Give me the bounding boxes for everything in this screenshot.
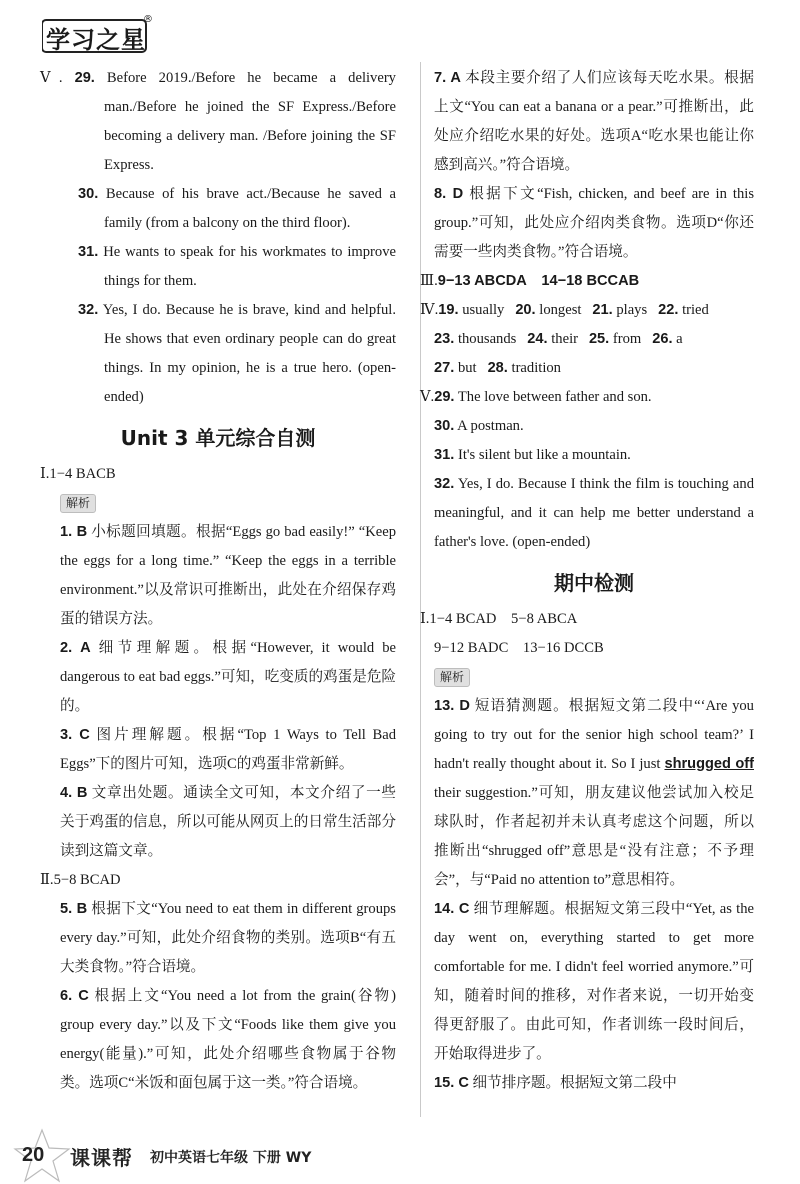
explain-15: 15. C 细节排序题。根据短文第二段中 bbox=[434, 1075, 677, 1091]
right-column bbox=[420, 64, 755, 1098]
section-iv-line2: 23. thousands 24. their 25. from 26. a bbox=[434, 331, 683, 347]
explain-13: 13. D 短语猜测题。根据短文第二段中“‘Are you going to try out for the senior high school team?’ I hadn't really thought about it. So I just shrugged off their suggestion.”可知，朋友建议他尝试加入校足球队时，作者起初并未认真考虑这个问题，所以推断出“shrugged off”意思是“没有注意；不予理会”，与“Paid no attention to”意思相符。 bbox=[434, 698, 754, 888]
explain-4: 4. B 文章出处题。通读全文可知，本文介绍了一些关于鸡蛋的信息，所以可能从网页上的日常生活部分读到这篇文章。 bbox=[60, 785, 396, 859]
answer-r29: Ⅴ.29. The love between father and son. bbox=[420, 389, 652, 405]
logo-text: 学习之星 bbox=[46, 26, 146, 54]
left-column bbox=[40, 64, 396, 1098]
answer-r32: 32. Yes, I do. Because I think the film is touching and meaningful, and it can help me better understand a father's love. (open-ended) bbox=[434, 476, 754, 550]
explain-5: 5. B 根据下文“You need to eat them in different groups every day.”可知，此处介绍食物的类别。选项B“有五大类食物。”符合语境。 bbox=[60, 901, 396, 975]
midterm-answers-1: Ⅰ.1−4 BCAD 5−8 ABCA bbox=[420, 611, 578, 627]
answer-29: Ⅴ. 29. Before 2019./Before he became a delivery man./Before he joined the SF Express./Before becoming a delivery man. /Before joining the SF Express. bbox=[40, 70, 396, 173]
answer-32: 32. Yes, I do. Because he is brave, kind and helpful. He shows that even ordinary people can do great things. In my opinion, he is a true hero. (open-ended) bbox=[78, 302, 396, 405]
analysis-tag-2: 解析 bbox=[434, 668, 470, 687]
answer-r31: 31. It's silent but like a mountain. bbox=[434, 447, 631, 463]
analysis-tag: 解析 bbox=[60, 494, 96, 513]
section-iv-line3: 27. but 28. tradition bbox=[434, 360, 561, 376]
book-title: 初中英语七年级 下册 WY bbox=[150, 1150, 312, 1166]
explain-14: 14. C 细节理解题。根据短文第三段中“Yet, as the day went on, everything started to get more comfortable for me. I didn't feel worried anymore.”可知，随着时间的推移，对作者来说，一切开始变得更舒服了。由此可知，作者训练一段时间后，开始取得进步了。 bbox=[434, 901, 754, 1062]
midterm-title: 期中检测 bbox=[554, 571, 634, 595]
answer-30: 30. Because of his brave act./Because he saved a family (from a balcony on the third floor). bbox=[78, 186, 396, 231]
explain-2: 2. A 细节理解题。根据“However, it would be dangerous to eat bad eggs.”可知，吃变质的鸡蛋是危险的。 bbox=[60, 640, 397, 714]
explain-3: 3. C 图片理解题。根据“Top 1 Ways to Tell Bad Eggs”下的图片可知，选项C的鸡蛋非常新鲜。 bbox=[60, 727, 396, 772]
section-i-answers: Ⅰ.1−4 BACB bbox=[40, 466, 116, 482]
answer-r30: 30. A postman. bbox=[434, 418, 524, 434]
explain-6: 6. C 根据上文“You need a lot from the grain(谷物) group every day.”以及下文“Foods like them give you energy(能量).”可知，此处介绍哪些食物属于谷物类。选项C“米饭和面包属于这一类。”符合语境。 bbox=[60, 988, 397, 1091]
explain-7: 7. A 本段主要介绍了人们应该每天吃水果。根据上文“You can eat a banana or a pear.”可推断出，此处应介绍吃水果的好处。选项A“吃水果也能让你感到高兴。”符合语境。 bbox=[434, 70, 754, 173]
registered-mark: ® bbox=[143, 14, 153, 25]
section-iv-line1: Ⅳ.19. usually 20. longest 21. plays 22. tried bbox=[420, 302, 709, 318]
page-number: 20 bbox=[22, 1144, 45, 1166]
unit-title: Unit 3 单元综合自测 bbox=[120, 426, 316, 450]
explain-1: 1. B 小标题回填题。根据“Eggs go bad easily!” “Keep the eggs for a long time.” “Keep the eggs in a terrible environment.”以及常识可推断出，此处在介绍保存鸡蛋的错误方法。 bbox=[60, 524, 397, 627]
brand-name: 课课帮 bbox=[70, 1146, 133, 1170]
midterm-answers-2: 9−12 BADC 13−16 DCCB bbox=[434, 640, 604, 656]
section-iii-answers: Ⅲ.9−13 ABCDA 14−18 BCCAB bbox=[420, 273, 640, 289]
section-ii-answers: Ⅱ.5−8 BCAD bbox=[40, 872, 121, 888]
column-divider bbox=[420, 62, 421, 1117]
answer-31: 31. He wants to speak for his workmates to improve things for them. bbox=[78, 244, 396, 289]
explain-8: 8. D 根据下文“Fish, chicken, and beef are in this group.”可知，此处应介绍肉类食物。选项D“你还需要一些肉类食物。”符合语境。 bbox=[434, 186, 755, 260]
page-footer bbox=[22, 1142, 442, 1176]
